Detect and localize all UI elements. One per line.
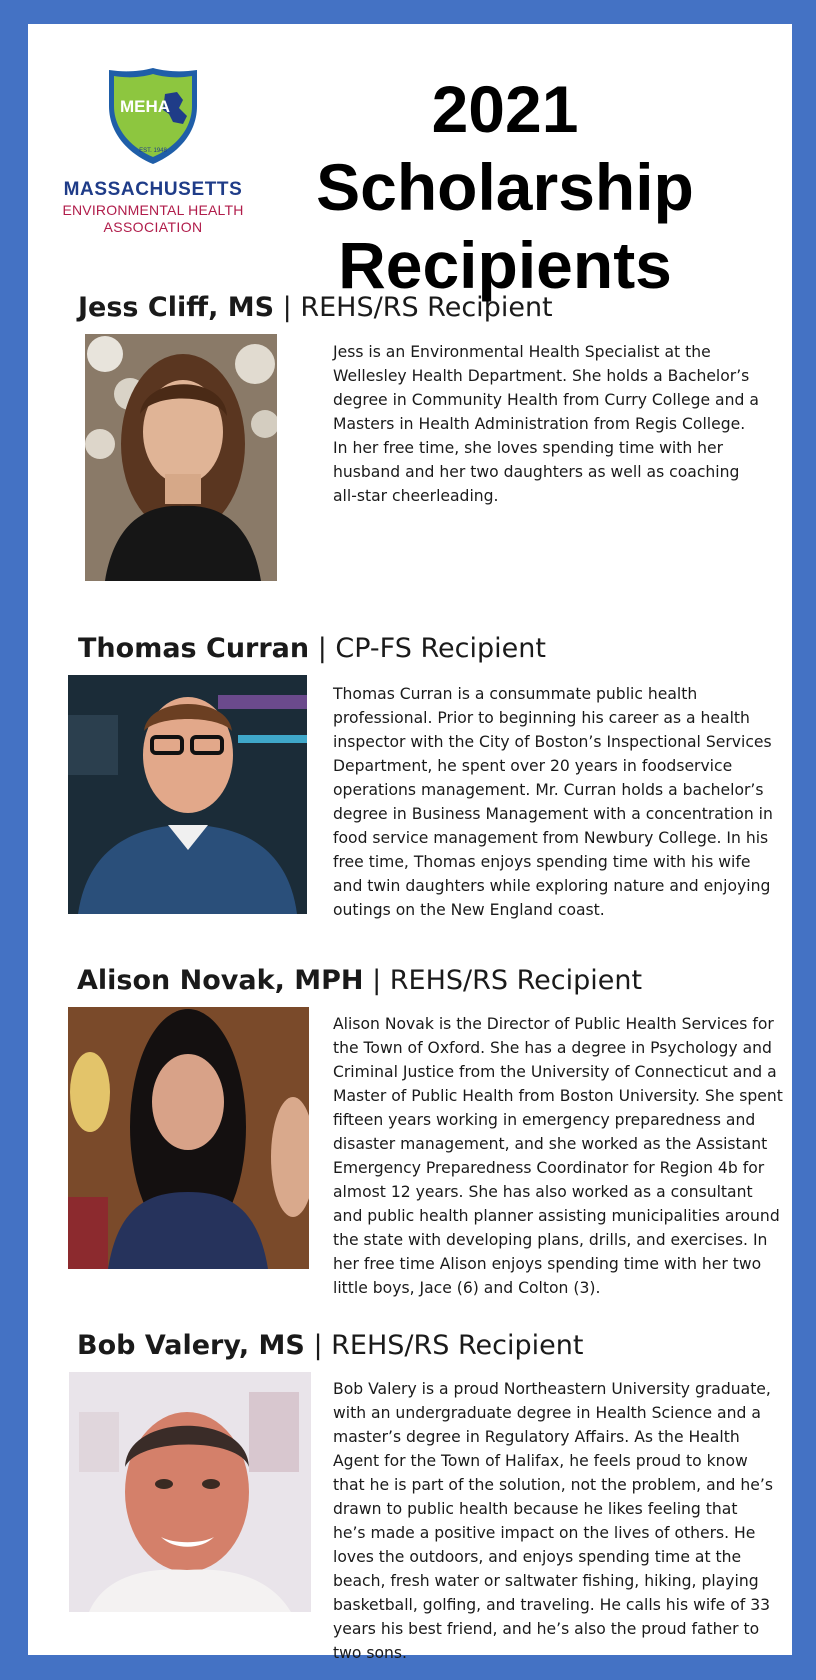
meha-logo	[57, 66, 249, 236]
recipient-bio: Thomas Curran is a consummate public health professional. Prior to beginning his career as a health inspector with the City of Boston’s Inspectional Services Department, he spent over 20 years in foodservice operations management. Mr. Curran holds a bachelor’s degree in Business Management with a concentration in food service management from Newbury College. In his free time, Thomas enjoys spending time with his wife and twin daughters while exploring nature and enjoying outings on the New England coast.	[333, 685, 773, 919]
heading-separator: |	[363, 965, 390, 996]
heading-separator: |	[274, 292, 301, 323]
recipient-name: Bob Valery, MS	[77, 1330, 305, 1361]
recipient-name: Jess Cliff, MS	[78, 292, 275, 323]
svg-text:MEHA: MEHA	[119, 97, 171, 116]
recipient-heading	[78, 292, 553, 323]
title-line-2: Recipients	[338, 228, 672, 302]
recipient-role: REHS/RS Recipient	[300, 292, 553, 323]
recipient-name: Thomas Curran	[78, 633, 310, 664]
recipient-role: REHS/RS Recipient	[331, 1330, 584, 1361]
title-line-1: 2021 Scholarship	[316, 72, 694, 224]
recipient-bio: Bob Valery is a proud Northeastern University graduate, with an undergraduate degree in Health Science and a master’s degree in Regulatory Affairs. As the Health Agent for the Town of Halifax, he feels proud to know that he is part of the solution, not the problem, and he’s drawn to public health because he likes feeling that he’s made a positive impact on the lives of others. He loves the outdoors, and enjoys spending time at the beach, fresh water or saltwater fishing, hiking, playing basketball, golfing, and traveling. He calls his wife of 33 years his best friend, and he’s also the proud father to two sons.	[333, 1380, 773, 1662]
meha-shield-icon	[103, 66, 203, 166]
recipient-heading	[77, 1330, 583, 1361]
recipient-photo	[69, 1372, 311, 1612]
logo-line-association: ASSOCIATION	[103, 219, 203, 235]
heading-separator: |	[309, 633, 336, 664]
recipient-heading	[78, 633, 546, 664]
page-title	[235, 70, 775, 304]
recipient-photo	[68, 1007, 309, 1269]
recipient-role: REHS/RS Recipient	[389, 965, 643, 996]
svg-text:EST. 1948: EST. 1948	[139, 148, 167, 154]
recipient-photo	[85, 334, 277, 581]
logo-line-environmental-health: ENVIRONMENTAL HEALTH	[62, 202, 244, 218]
recipient-name: Alison Novak, MPH	[77, 965, 364, 996]
recipient-bio: Jess is an Environmental Health Specialist at the Wellesley Health Department. She holds a Bachelor’s degree in Community Health from Curry College and a Masters in Health Administration from Regis College. In her free time, she loves spending time with her husband and her two daughters as well as coaching all-star cheerleading.	[333, 343, 759, 505]
recipient-photo	[68, 675, 307, 914]
logo-line-massachusetts: MASSACHUSETTS	[63, 179, 243, 200]
recipient-heading	[77, 965, 642, 996]
recipient-role: CP-FS Recipient	[335, 633, 546, 664]
recipient-bio: Alison Novak is the Director of Public Health Services for the Town of Oxford. She has a degree in Psychology and Criminal Justice from the University of Connecticut and a Master of Public Health from Boston University. She spent fifteen years working in emergency preparedness and disaster management, and she worked as the Assistant Emergency Preparedness Coordinator for Region 4b for almost 12 years. She has also worked as a consultant and public health planner assisting municipalities around the state with developing plans, drills, and exercises. In her free time Alison enjoys spending time with her two little boys, Jace (6) and Colton (3).	[333, 1015, 783, 1297]
heading-separator: |	[304, 1330, 332, 1361]
